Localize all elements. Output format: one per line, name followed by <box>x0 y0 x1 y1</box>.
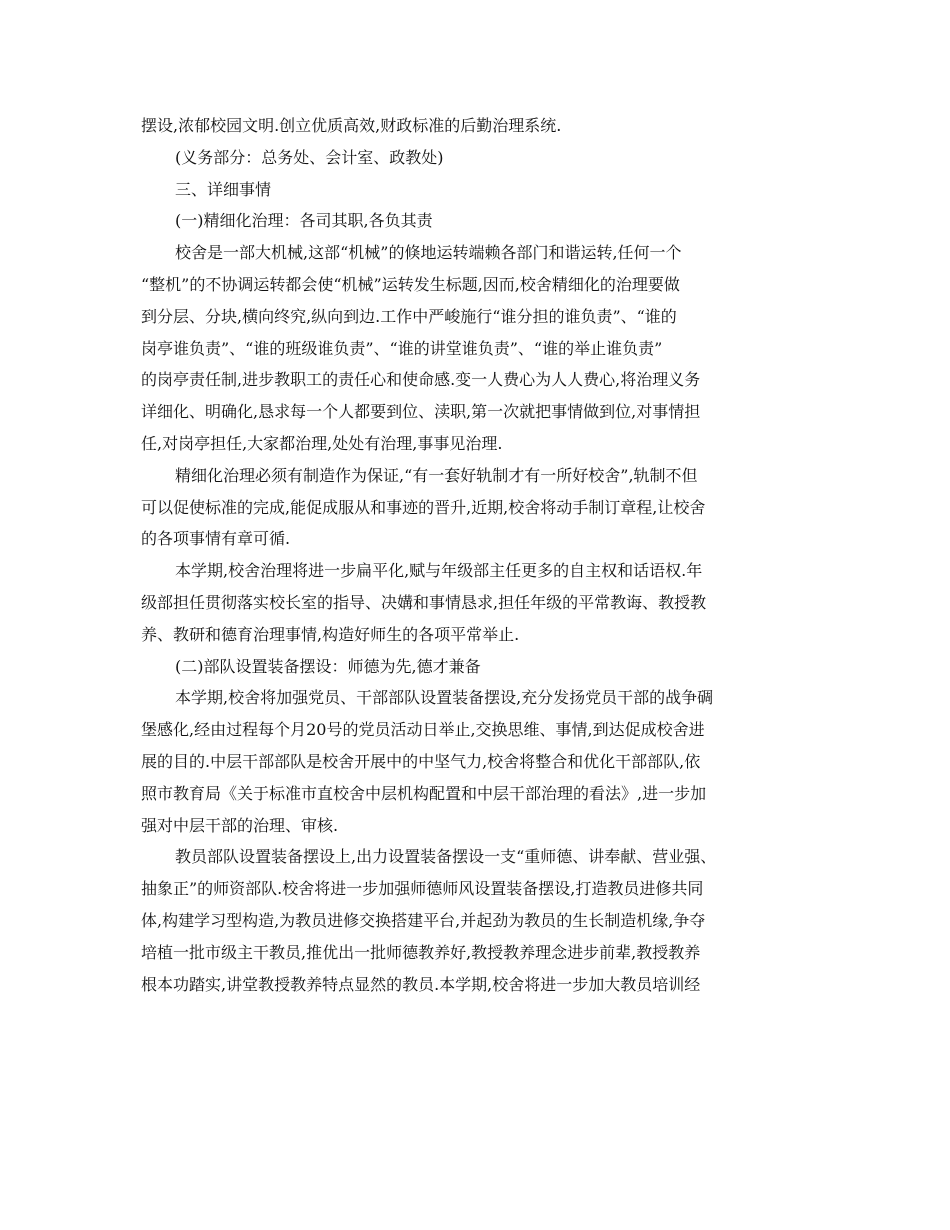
text-line: 堡感化,经由过程每个月20号的党员活动日举止,交换思维、事情,到达促成校舍进 <box>141 720 705 740</box>
text-line: 照市教育局《关于标准市直校舍中层机构配置和中层干部治理的看法》,进一步加 <box>141 783 707 803</box>
text-line: 养、教研和德育治理事情,构造好师生的各项平常举止. <box>141 624 520 644</box>
text-line: 强对中层干部的治理、审核. <box>141 815 339 835</box>
text-line: 精细化治理必须有制造作为保证,“有一套好轨制才有一所好校舍”,轨制不但 <box>175 465 698 485</box>
text-line: 本学期,校舍治理将进一步扁平化,赋与年级部主任更多的自主权和话语权.年 <box>175 561 703 581</box>
text-line: (二)部队设置装备摆设：师德为先,德才兼备 <box>175 656 481 676</box>
text-line: 教员部队设置装备摆设上,出力设置装备摆设一支“重师德、讲奉献、营业强、 <box>175 847 717 867</box>
text-line: 到分层、分块,横向终究,纵向到边.工作中严峻施行“谁分担的谁负责”、“谁的 <box>141 306 677 326</box>
text-line: 详细化、明确化,恳求每一个人都要到位、渎职,第一次就把事情做到位,对事情担 <box>141 402 701 422</box>
text-line: 校舍是一部大机械,这部“机械”的倏地运转端赖各部门和谐运转,任何一个 <box>175 243 682 263</box>
text-line: “整机”的不协调运转都会使“机械”运转发生标题,因而,校舍精细化的治理要做 <box>141 274 680 294</box>
text-line: 岗亭谁负责”、“谁的班级谁负责”、“谁的讲堂谁负责”、“谁的举止谁负责” <box>141 338 663 358</box>
text-line: (义务部分：总务处、会计室、政教处) <box>175 147 444 167</box>
text-line: 根本功踏实,讲堂教授教养特点显然的教员.本学期,校舍将进一步加大教员培训经 <box>141 974 701 994</box>
text-line: 本学期,校舍将加强党员、干部部队设置装备摆设,充分发扬党员干部的战争碉 <box>175 688 714 708</box>
text-line: 级部担任贯彻落实校长室的指导、决媾和事情恳求,担任年级的平常教诲、教授教 <box>141 592 707 612</box>
text-line: 培植一批市级主干教员,推优出一批师德教养好,教授教养理念进步前辈,教授教养 <box>141 942 701 962</box>
text-line: (一)精细化治理：各司其职,各负其责 <box>175 211 433 231</box>
text-line: 的岗亭责任制,进步教职工的责任心和使命感.变一人费心为人人费心,将治理义务 <box>141 370 701 390</box>
text-line: 任,对岗亭担任,大家都治理,处处有治理,事事见治理. <box>141 433 503 453</box>
text-line: 抽象正”的师资部队.校舍将进一步加强师德师风设置装备摆设,打造教员进修共同 <box>141 879 704 899</box>
text-line: 摆设,浓郁校园文明.创立优质高效,财政标准的后勤治理系统. <box>141 116 562 135</box>
text-line: 三、详细事情 <box>175 179 272 199</box>
text-line: 展的目的.中层干部部队是校舍开展中的中坚气力,校舍将整合和优化干部部队,依 <box>141 751 701 771</box>
document-body <box>141 110 821 1000</box>
text-line: 可以促使标准的完成,能促成服从和事迹的晋升,近期,校舍将动手制订章程,让校舍 <box>141 497 706 517</box>
text-line: 体,构建学习型构造,为教员进修交换搭建平台,并起劲为教员的生长制造机缘,争夺 <box>141 910 706 930</box>
text-line: 的各项事情有章可循. <box>141 529 291 549</box>
